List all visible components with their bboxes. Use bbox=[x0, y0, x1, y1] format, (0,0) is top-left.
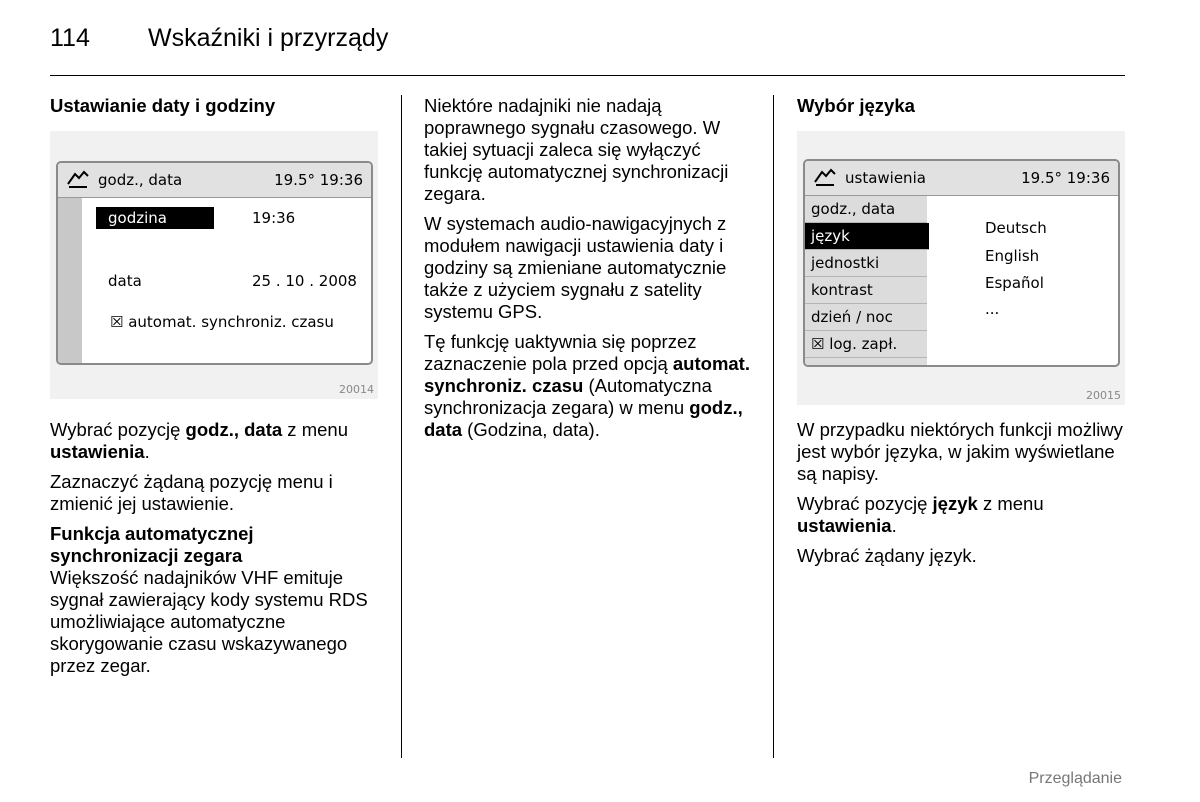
paragraph: Zaznaczyć żądaną pozycję menu i zmienić jej ustawienie. bbox=[50, 471, 333, 514]
section-heading: Wybór języka bbox=[797, 95, 915, 116]
column-divider bbox=[773, 95, 774, 758]
paragraph: Wybrać pozycję język z menu ustawienia. bbox=[797, 493, 1044, 536]
screen-sidebar bbox=[58, 198, 82, 363]
menu-item: godz., data bbox=[805, 196, 927, 223]
screen-title-bar bbox=[805, 161, 1118, 196]
display-figure-clock bbox=[50, 131, 378, 399]
paragraph: Wybrać pozycję godz., data z menu ustawienia. bbox=[50, 419, 348, 462]
auto-sync-checkbox: ☒ automat. synchroniz. czasu bbox=[110, 313, 334, 331]
time-value: 19:36 bbox=[252, 209, 296, 227]
language-option: Español bbox=[985, 274, 1044, 292]
section-heading: Ustawianie daty i godziny bbox=[50, 95, 276, 116]
figure-id: 20015 bbox=[1086, 389, 1121, 402]
screen-title: ustawienia bbox=[845, 169, 926, 187]
menu-item-selected: język bbox=[805, 223, 929, 250]
footer-section-label: Przeglądanie bbox=[1028, 770, 1122, 787]
paragraph: Niektóre nadajniki nie nadają poprawnego sygnału czasowego. W takiej sytuacji zaleca się wyłączyć funkcję automatycznej synchronizacji zegara. bbox=[424, 95, 729, 204]
language-option: ... bbox=[985, 300, 1000, 318]
language-option: English bbox=[985, 247, 1040, 265]
menu-item: jednostki bbox=[805, 250, 927, 277]
column-1 bbox=[50, 95, 380, 685]
menu-item: dzień / noc bbox=[805, 304, 927, 331]
temp-time-readout: 19.5° 19:36 bbox=[1021, 169, 1110, 187]
settings-hand-icon bbox=[813, 166, 837, 188]
paragraph: W systemach audio-nawigacyjnych z modułem nawigacji ustawienia daty i godziny są zmieniane automatycznie także z użyciem sygnału z satelity systemu GPS. bbox=[424, 213, 727, 322]
header-rule bbox=[50, 75, 1125, 76]
paragraph: Większość nadajników VHF emituje sygnał zawierający kody systemu RDS umożliwiające automatyczne skorygowanie czasu wskazywanego przez zegar. bbox=[50, 567, 368, 676]
figure-id: 20014 bbox=[339, 383, 374, 396]
paragraph: Tę funkcję uaktywnia się poprzez zaznaczenie pola przed opcją automat. synchroniz. czasu (Automatyczna synchronizacja zegara) w menu godz., data (Godzina, data). bbox=[424, 331, 750, 440]
language-option: Deutsch bbox=[985, 219, 1047, 237]
page-number: 114 bbox=[50, 24, 90, 52]
menu-item-selected: godzina bbox=[96, 207, 214, 229]
date-label: data bbox=[108, 272, 142, 290]
subheading: Funkcja automatycznej synchronizacji zegara bbox=[50, 523, 254, 566]
paragraph: W przypadku niektórych funkcji możliwy jest wybór języka, w jakim wyświetlane są napisy. bbox=[797, 419, 1123, 484]
paragraph: Wybrać żądany język. bbox=[797, 545, 977, 566]
display-screen bbox=[56, 161, 373, 365]
settings-hand-icon bbox=[66, 168, 90, 190]
column-3 bbox=[797, 95, 1127, 575]
menu-item: kontrast bbox=[805, 277, 927, 304]
screen-title-bar bbox=[58, 163, 371, 198]
temp-time-readout: 19.5° 19:36 bbox=[274, 171, 363, 189]
display-screen bbox=[803, 159, 1120, 367]
page-title: Wskaźniki i przyrządy bbox=[148, 24, 389, 52]
display-figure-language bbox=[797, 131, 1125, 405]
column-divider bbox=[401, 95, 402, 758]
screen-title: godz., data bbox=[98, 171, 183, 189]
date-value: 25 . 10 . 2008 bbox=[252, 272, 357, 290]
screen-menu bbox=[805, 196, 927, 365]
column-2 bbox=[424, 95, 759, 449]
menu-item: ☒ log. zapł. bbox=[805, 331, 927, 358]
